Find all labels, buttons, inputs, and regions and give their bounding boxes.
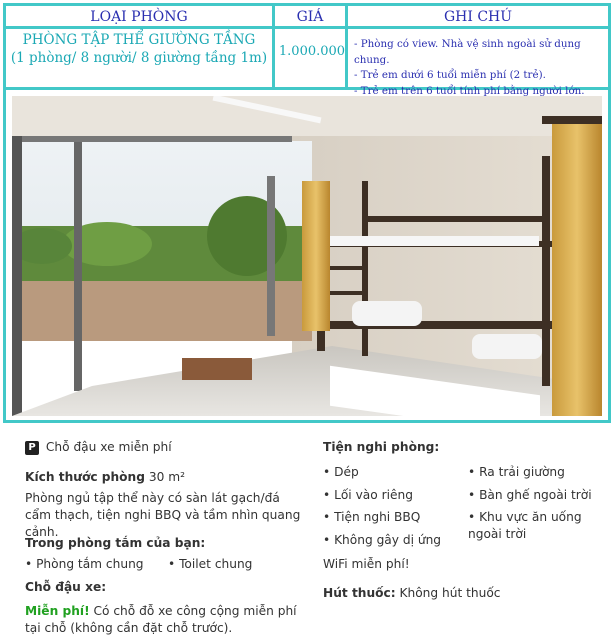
parking-title: Chỗ đậu xe: [25, 580, 107, 594]
room-description: Phòng ngủ tập thể này có sàn lát gạch/đá cẩm thạch, tiện nghi BBQ và tầm nhìn quang cảnh. [25, 491, 301, 539]
bathroom-title: Trong phòng tắm của bạn: [25, 536, 206, 550]
amenity-item: • Lối vào riêng [323, 487, 413, 502]
free-parking-text: Chỗ đậu xe miễn phí [45, 440, 172, 454]
room-photo [12, 96, 602, 416]
room-size-label: Kích thước phòng [25, 470, 145, 484]
room-name-line2: (1 phòng/ 8 người/ 8 giường tầng 1m) [10, 50, 268, 66]
bathroom-item: • Phòng tắm chung [25, 557, 144, 571]
smoking-row [323, 586, 500, 600]
note-item: - Phòng có view. Nhà vệ sinh ngoài sử dụng chung. [354, 38, 581, 66]
room-table [3, 3, 611, 423]
amenity-item: • Khu vực ăn uống ngoài trời [468, 510, 582, 541]
note-item: - Trẻ em dưới 6 tuổi miễn phí (2 trẻ). [354, 69, 546, 81]
header-price: GIÁ [296, 9, 324, 25]
parking-details-text: Có chỗ đỗ xe công cộng miễn phí tại chỗ (không cần đặt chỗ trước). [25, 604, 297, 635]
room-price: 1.000.000 [278, 44, 346, 59]
header-room-type: LOẠI PHÒNG [90, 9, 188, 25]
room-name [6, 32, 272, 66]
amenity-item: • Bàn ghế ngoài trời [468, 487, 592, 502]
note-item: - Trẻ em trên 6 tuổi tính phí bằng người lớn. [354, 84, 585, 97]
room-size-value: 30 m² [148, 470, 185, 484]
room-name-line1: PHÒNG TẬP THỂ GIƯỜNG TẦNG [22, 32, 256, 48]
smoking-value: Không hút thuốc [395, 586, 501, 600]
free-parking-row [25, 440, 172, 455]
amenity-item: • Tiện nghi BBQ [323, 510, 421, 524]
amenities-right [468, 461, 598, 543]
amenities-left [323, 461, 441, 551]
bathroom-item: • Toilet chung [168, 557, 253, 571]
table-divider [6, 26, 608, 29]
room-size [25, 470, 185, 484]
room-notes [354, 37, 612, 99]
parking-icon: P [25, 441, 39, 455]
header-notes: GHI CHÚ [443, 9, 513, 25]
parking-free-label: Miễn phí! [25, 604, 90, 618]
amenities-title: Tiện nghi phòng: [323, 440, 440, 454]
amenity-item: • Ra trải giường [468, 465, 565, 479]
amenity-item: • Không gây dị ứng [323, 532, 442, 547]
wifi-text: WiFi miễn phí! [323, 557, 410, 571]
parking-details [25, 603, 315, 637]
amenity-item: • Dép [323, 465, 359, 479]
smoking-label: Hút thuốc: [323, 586, 396, 600]
